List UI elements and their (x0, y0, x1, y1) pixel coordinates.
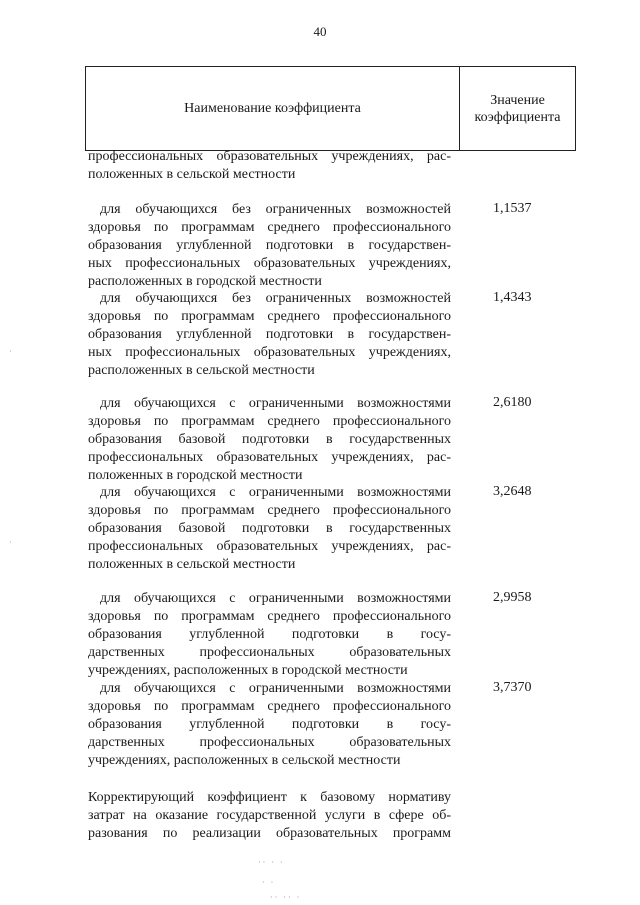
row-line: образования базовой подготовки в государственных (88, 521, 451, 536)
row-line: ных профессиональных образовательных учреждениях, (88, 256, 451, 271)
row-line: для обучающихся без ограниченных возможностей (100, 291, 451, 306)
row-line: здоровья по программам среднего профессионального (88, 220, 451, 235)
row-line: для обучающихся с ограниченными возможностями (100, 591, 451, 606)
row-line: учреждениях, расположенных в сельской местности (88, 753, 401, 768)
row-line: образования углубленной подготовки в государствен- (88, 327, 451, 342)
coefficient-value: 1,4343 (493, 290, 532, 305)
coefficient-row-description (88, 484, 451, 574)
row-line: расположенных в городской местности (88, 274, 322, 289)
coefficient-row-description (88, 680, 451, 770)
coefficient-value: 2,9958 (493, 590, 532, 605)
header-name-column: Наименование коэффициента (86, 67, 460, 150)
row-line: для обучающихся с ограниченными возможностями (100, 681, 451, 696)
coefficient-value: 1,1537 (493, 201, 532, 216)
row-line: образования углубленной подготовки в госу- (88, 717, 451, 732)
row-line: образования углубленной подготовки в госу- (88, 627, 451, 642)
row-line: для обучающихся без ограниченных возможностей (100, 202, 451, 217)
row-line: положенных в сельской местности (88, 557, 296, 572)
coefficient-row-description (88, 395, 451, 485)
scan-artifact: ·· · · (258, 858, 285, 867)
row-line: ных профессиональных образовательных учреждениях, (88, 345, 451, 360)
coefficient-row-description (88, 201, 451, 291)
coefficient-row-description (88, 590, 451, 680)
row-line: для обучающихся с ограниченными возможностями (100, 485, 451, 500)
row-line: учреждениях, расположенных в городской местности (88, 663, 408, 678)
footer-line: затрат на оказание государственной услуги в сфере об- (88, 808, 451, 823)
row-line: дарственных профессиональных образовательных (88, 735, 451, 750)
continuation-line: положенных в сельской местности (88, 167, 296, 182)
row-line: здоровья по программам среднего профессионального (88, 609, 451, 624)
scan-artifact: · (9, 538, 14, 547)
footer-line: разования по реализации образовательных программ (88, 826, 451, 841)
row-line: положенных в городской местности (88, 468, 303, 483)
scan-artifact: · (9, 347, 14, 356)
coefficient-value: 3,2648 (493, 484, 532, 499)
continuation-line: профессиональных образовательных учреждениях, рас- (88, 149, 451, 164)
table-header (85, 66, 576, 151)
row-line: здоровья по программам среднего профессионального (88, 503, 451, 518)
row-line: профессиональных образовательных учреждениях, рас- (88, 539, 451, 554)
row-line: образования базовой подготовки в государственных (88, 432, 451, 447)
header-value-line2: коэффициента (474, 109, 561, 125)
header-value-line1: Значение (490, 92, 545, 108)
row-line: образования углубленной подготовки в государствен- (88, 238, 451, 253)
coefficient-row-description (88, 290, 451, 380)
scan-artifact: ·· ·· · (270, 893, 302, 902)
scan-artifact: · · (262, 878, 276, 887)
row-line: здоровья по программам среднего профессионального (88, 309, 451, 324)
row-line: дарственных профессиональных образовательных (88, 645, 451, 660)
header-value-column (460, 67, 575, 150)
continuation-text (88, 148, 451, 184)
row-line: здоровья по программам среднего профессионального (88, 414, 451, 429)
footer-line: Корректирующий коэффициент к базовому нормативу (88, 790, 451, 805)
row-line: здоровья по программам среднего профессионального (88, 699, 451, 714)
footer-paragraph (88, 789, 451, 843)
row-line: профессиональных образовательных учреждениях, рас- (88, 450, 451, 465)
row-line: для обучающихся с ограниченными возможностями (100, 396, 451, 411)
coefficient-value: 3,7370 (493, 680, 532, 695)
page-number: 40 (313, 24, 327, 39)
row-line: расположенных в сельской местности (88, 363, 315, 378)
coefficient-value: 2,6180 (493, 395, 532, 410)
